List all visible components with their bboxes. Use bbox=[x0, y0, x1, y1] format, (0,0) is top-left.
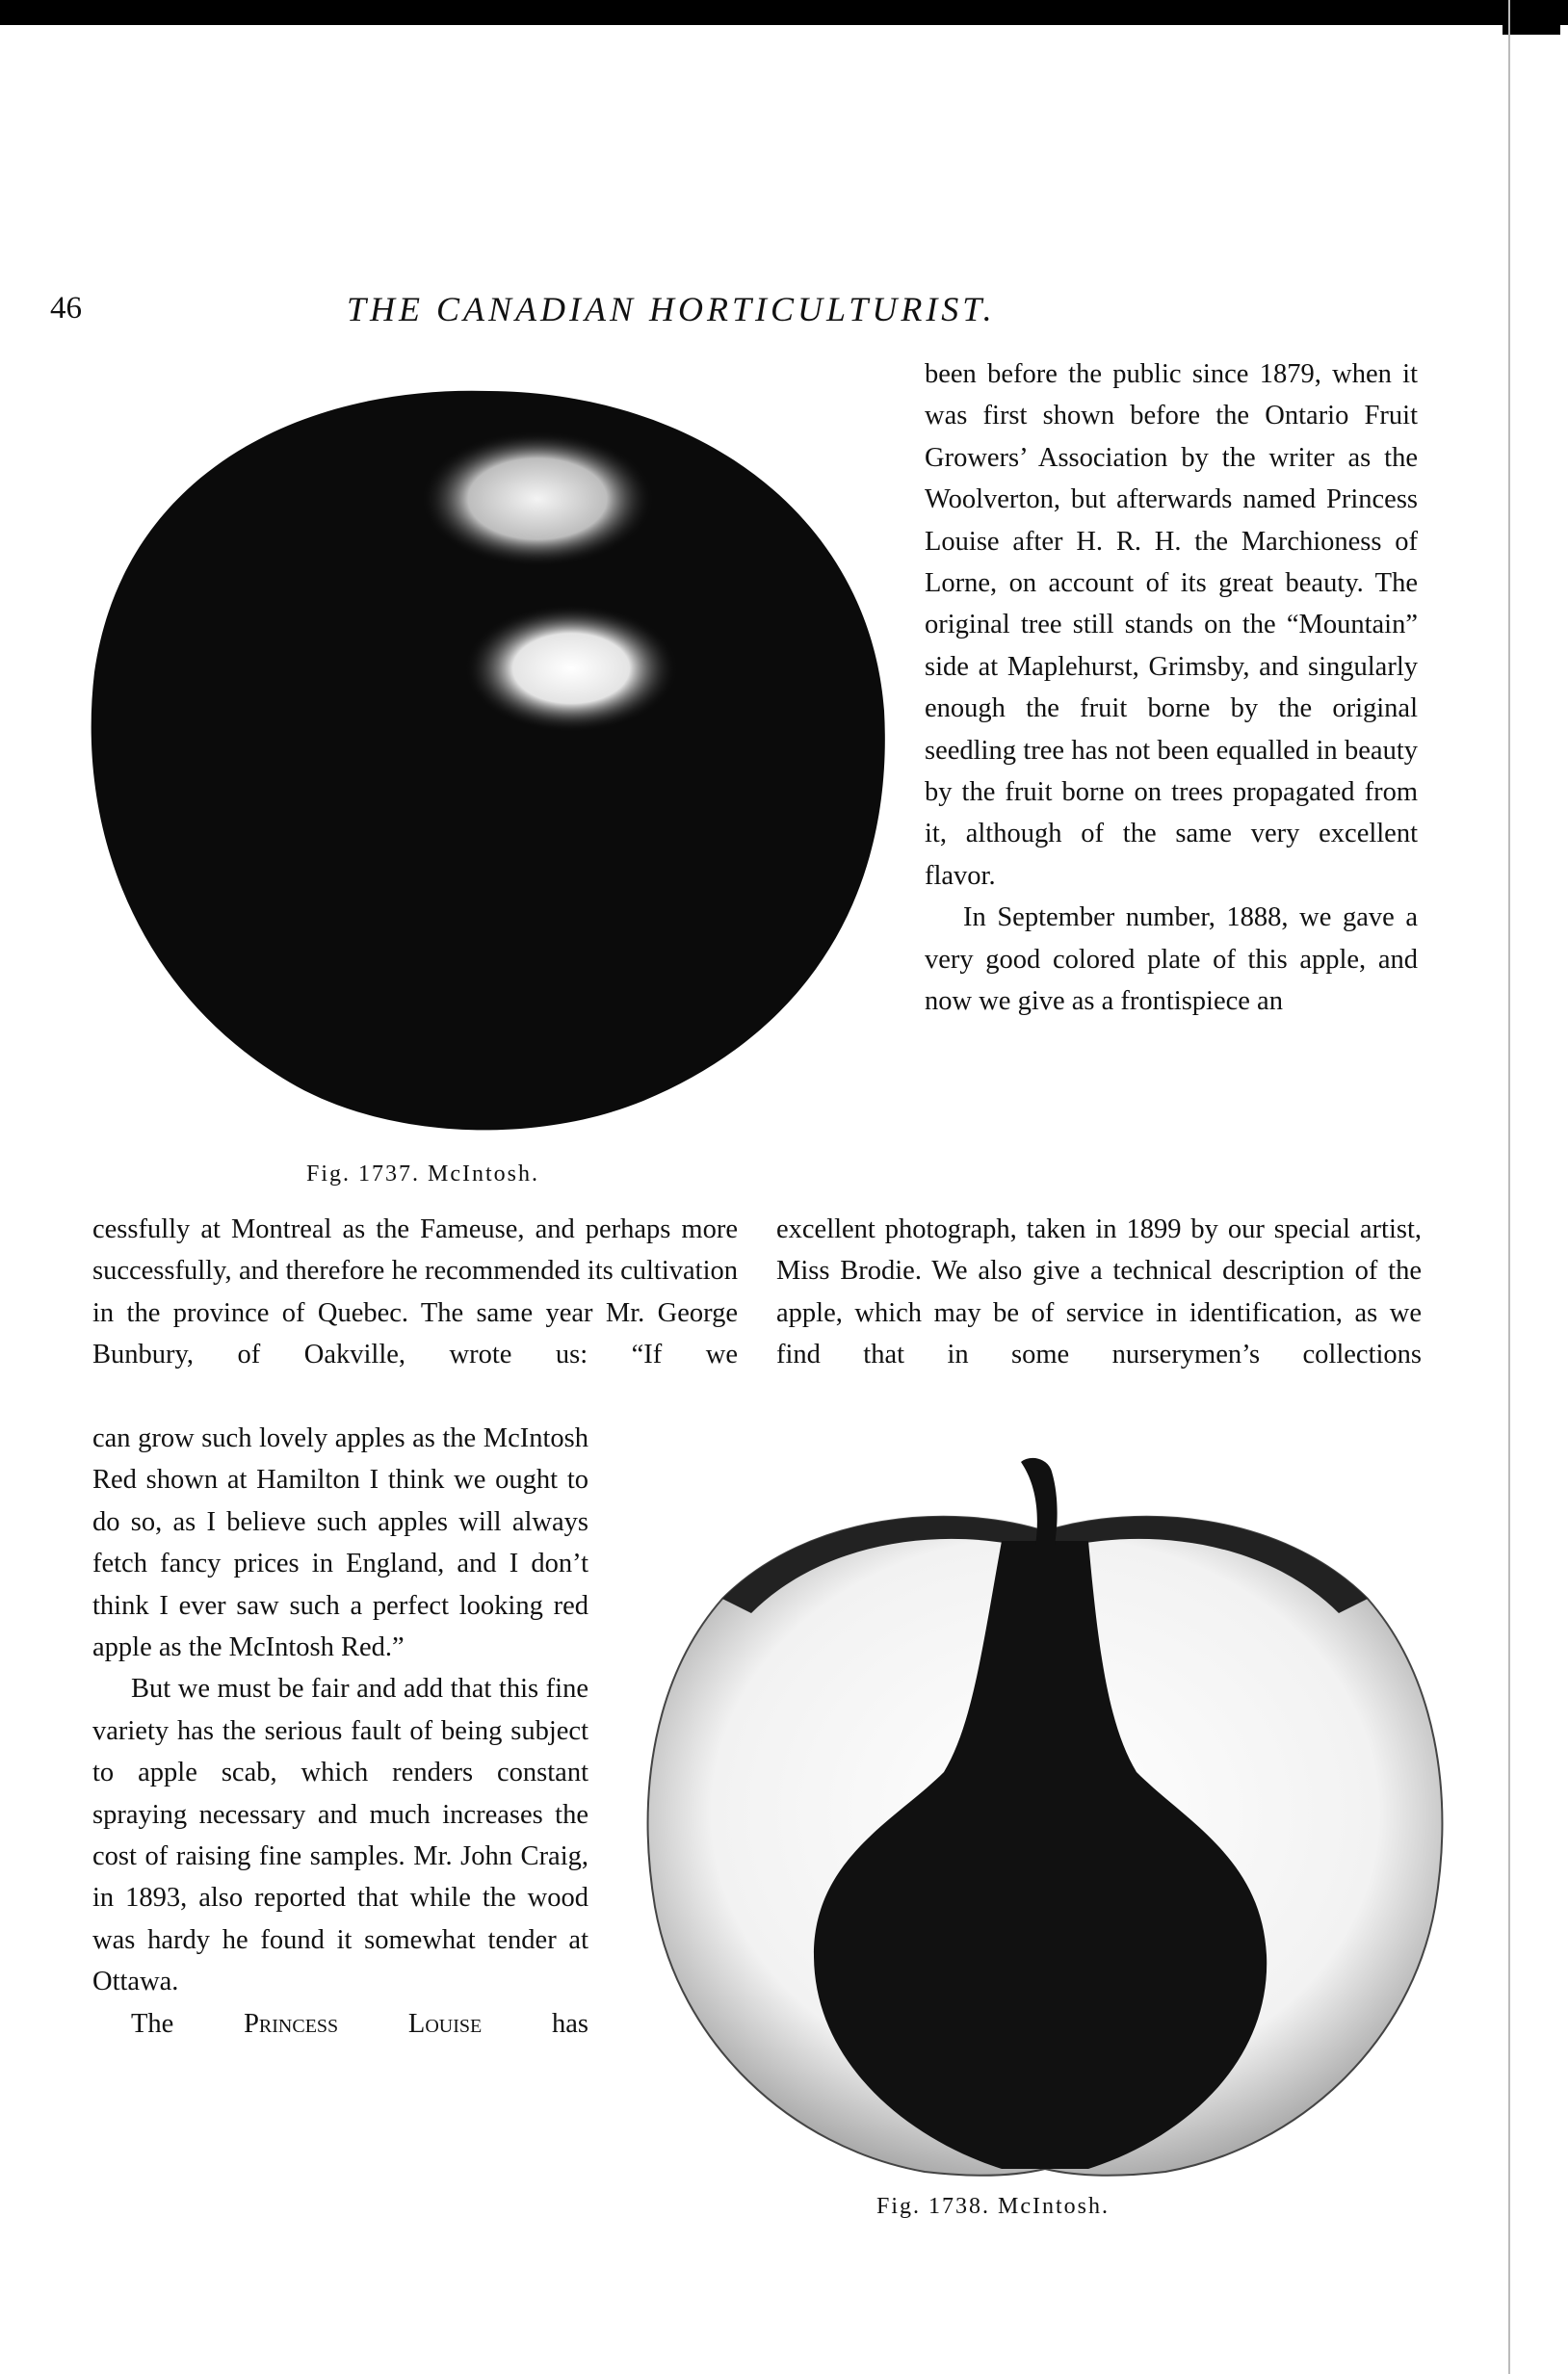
paragraph: been before the public since 1879, when it was first shown before the Ontario Fruit Growers’ Association by the writer as the Woolverton, but afterwards named Princess Louise after H. R. H. the Marchioness of Lorne, on account of its great beauty. The original tree still stands on the “Mountain” side at Maplehurst, Grimsby, and singularly enough the fruit borne by the original seedling tree has not been equalled in beauty by the fruit borne on trees propagated from it, although of the same very excellent flavor. bbox=[925, 359, 1418, 891]
scan-right-edge bbox=[1508, 0, 1510, 2374]
paragraph: But we must be fair and add that this fine variety has the serious fault of being subject to apple scab, which renders constant spraying necessary and much increases the cost of raising fine samples. Mr. John Craig, in 1893, also reported that while the wood was hardy he found it somewhat tender at Ottawa. bbox=[92, 1674, 588, 1997]
paragraph: excellent photograph, taken in 1899 by our special artist, Miss Brodie. We also give a technical description of the apple, which may be of service in identification, as we find that in some nurserymen’s collections bbox=[776, 1214, 1422, 1370]
left-column-wide bbox=[92, 1209, 738, 1376]
paragraph: can grow such lovely apples as the McIntosh Red shown at Hamilton I think we ought to do so, as I believe such apples will always fetch fancy prices in England, and I don’t think I ever saw such a perfect looking red apple as the McIntosh Red.” bbox=[92, 1423, 588, 1663]
apple-highlight-center bbox=[465, 605, 677, 732]
figure-1737-apple-photo bbox=[85, 383, 894, 1144]
figure-1737-caption: Fig. 1737. McIntosh. bbox=[306, 1161, 540, 1187]
scan-corner-mark bbox=[1503, 25, 1560, 35]
text-span: The bbox=[131, 2008, 174, 2039]
paragraph bbox=[92, 2003, 588, 2045]
left-column-narrow bbox=[92, 1418, 588, 2045]
paragraph: In September number, 1888, we gave a very good colored plate of this apple, and now we give as a frontispiece an bbox=[925, 902, 1418, 1017]
apple-highlight-upper bbox=[422, 431, 653, 566]
paragraph: cessfully at Montreal as the Fameuse, and perhaps more successfully, and therefore he recommended its cultivation in the province of Quebec. The same year Mr. George Bunbury, of Oakville, wrote us: “If we bbox=[92, 1214, 738, 1370]
variety-name: Princess Louise bbox=[244, 2008, 483, 2039]
text-span: has bbox=[552, 2008, 588, 2039]
running-title: THE CANADIAN HORTICULTURIST. bbox=[347, 290, 996, 328]
right-column-top bbox=[925, 353, 1418, 1023]
page-number: 46 bbox=[50, 291, 82, 326]
right-column-wide bbox=[776, 1209, 1422, 1376]
figure-1738-apple-section-photo bbox=[636, 1454, 1454, 2186]
scan-top-border bbox=[0, 0, 1568, 25]
figure-1738-caption: Fig. 1738. McIntosh. bbox=[876, 2194, 1111, 2219]
